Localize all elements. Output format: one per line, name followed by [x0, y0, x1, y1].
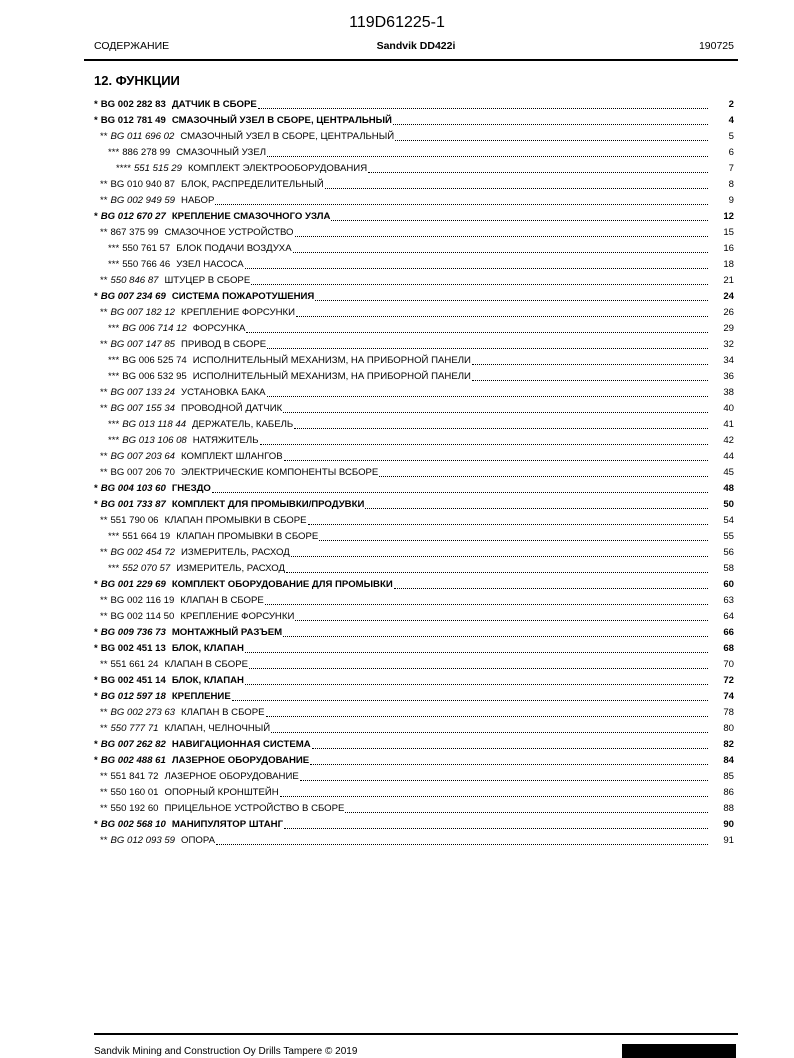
toc-page-number: 21: [723, 275, 734, 286]
toc-title: УЗЕЛ НАСОСА: [176, 259, 244, 270]
toc-level-marker: **: [100, 707, 108, 718]
toc-page-number: 24: [723, 291, 734, 302]
toc-title: ОПОРА: [181, 835, 215, 846]
toc-level-marker: ***: [108, 531, 120, 542]
toc-entry[interactable]: [94, 641, 738, 657]
toc-part-number: BG 006 525 74: [122, 355, 187, 366]
toc-title: КРЕПЛЕНИЕ СМАЗОЧНОГО УЗЛА: [171, 211, 331, 222]
toc-level-marker: **: [100, 659, 108, 670]
toc-leader-dots: [394, 587, 708, 589]
toc-level-marker: **: [100, 595, 108, 606]
toc-page-number: 16: [723, 243, 734, 254]
toc-part-number: 550 192 60: [110, 803, 159, 814]
header-section-label: СОДЕРЖАНИЕ: [94, 40, 170, 52]
document-number: 119D61225-1: [349, 14, 445, 31]
toc-entry[interactable]: [94, 609, 738, 625]
toc-level-marker: *: [94, 755, 98, 766]
header-model-name: Sandvik DD422i: [376, 40, 456, 52]
toc-level-marker: **: [100, 771, 108, 782]
toc-title: ПРИЦЕЛЬНОЕ УСТРОЙСТВО В СБОРЕ: [164, 803, 345, 814]
toc-level-marker: *: [94, 675, 98, 686]
toc-page-number: 74: [723, 691, 734, 702]
table-of-contents: [94, 97, 738, 849]
toc-page-number: 88: [723, 803, 734, 814]
toc-entry[interactable]: [94, 97, 738, 113]
toc-title: КОМПЛЕКТ ОБОРУДОВАНИЕ ДЛЯ ПРОМЫВКИ: [171, 579, 393, 590]
toc-part-number: BG 007 182 12: [110, 307, 176, 318]
toc-level-marker: *: [94, 291, 98, 302]
toc-entry[interactable]: [94, 817, 738, 833]
toc-part-number: 550 761 57: [122, 243, 171, 254]
toc-title: СИСТЕМА ПОЖАРОТУШЕНИЯ: [171, 291, 315, 302]
toc-part-number: 550 846 87: [110, 275, 159, 286]
toc-leader-dots: [245, 683, 708, 685]
toc-part-number: BG 004 103 60: [100, 483, 166, 494]
toc-title: ИЗМЕРИТЕЛЬ, РАСХОД: [181, 547, 290, 558]
toc-entry[interactable]: [94, 497, 738, 513]
footer-copyright: Sandvik Mining and Construction Oy Drills Tampere © 2019: [94, 1046, 358, 1057]
toc-entry[interactable]: [94, 769, 738, 785]
toc-part-number: BG 009 736 73: [100, 627, 166, 638]
toc-title: КРЕПЛЕНИЕ: [171, 691, 231, 702]
toc-leader-dots: [212, 491, 708, 493]
toc-part-number: BG 011 696 02: [110, 131, 175, 142]
toc-entry[interactable]: [94, 401, 738, 417]
toc-title: БЛОК, РАСПРЕДЕЛИТЕЛЬНЫЙ: [181, 179, 324, 190]
toc-title: КЛАПАН ПРОМЫВКИ В СБОРЕ: [164, 515, 307, 526]
toc-part-number: 886 278 99: [122, 147, 171, 158]
toc-leader-dots: [393, 123, 708, 125]
toc-entry[interactable]: [94, 241, 738, 257]
toc-part-number: 550 777 71: [110, 723, 159, 734]
toc-entry[interactable]: [94, 225, 738, 241]
toc-level-marker: *: [94, 643, 98, 654]
toc-level-marker: ***: [108, 259, 120, 270]
toc-leader-dots: [472, 379, 708, 381]
toc-page-number: 18: [723, 259, 734, 270]
toc-entry[interactable]: [94, 625, 738, 641]
toc-entry[interactable]: [94, 833, 738, 849]
toc-title: ШТУЦЕР В СБОРЕ: [164, 275, 251, 286]
toc-part-number: BG 010 940 87: [110, 179, 176, 190]
toc-title: НАВИГАЦИОННАЯ СИСТЕМА: [171, 739, 311, 750]
toc-level-marker: **: [100, 227, 108, 238]
toc-leader-dots: [286, 571, 708, 573]
toc-leader-dots: [365, 507, 708, 509]
toc-entry[interactable]: [94, 161, 738, 177]
toc-leader-dots: [284, 459, 708, 461]
toc-title: ОПОРНЫЙ КРОНШТЕЙН: [164, 787, 279, 798]
toc-title: КЛАПАН В СБОРЕ: [181, 707, 265, 718]
toc-page-number: 50: [723, 499, 734, 510]
toc-entry[interactable]: [94, 353, 738, 369]
toc-entry[interactable]: [94, 721, 738, 737]
toc-level-marker: **: [100, 835, 108, 846]
toc-entry[interactable]: [94, 321, 738, 337]
toc-level-marker: ***: [108, 419, 120, 430]
toc-part-number: BG 012 781 49: [100, 115, 166, 126]
toc-leader-dots: [267, 347, 708, 349]
toc-title: КРЕПЛЕНИЕ ФОРСУНКИ: [180, 611, 295, 622]
toc-title: НАБОР: [181, 195, 215, 206]
toc-page-number: 15: [723, 227, 734, 238]
toc-level-marker: **: [100, 195, 108, 206]
toc-title: КЛАПАН ПРОМЫВКИ В СБОРЕ: [176, 531, 319, 542]
toc-entry[interactable]: [94, 705, 738, 721]
toc-title: СМАЗОЧНОЕ УСТРОЙСТВО: [164, 227, 294, 238]
toc-title: ИЗМЕРИТЕЛЬ, РАСХОД: [176, 563, 285, 574]
sandvik-logo: [622, 1044, 736, 1058]
toc-page-number: 32: [723, 339, 734, 350]
toc-page-number: 44: [723, 451, 734, 462]
header-revision: 190725: [698, 40, 734, 52]
toc-page-number: 64: [723, 611, 734, 622]
toc-part-number: 551 661 24: [110, 659, 159, 670]
toc-title: СМАЗОЧНЫЙ УЗЕЛ: [176, 147, 267, 158]
toc-page-number: 86: [723, 787, 734, 798]
toc-level-marker: *: [94, 627, 98, 638]
toc-level-marker: ****: [116, 163, 131, 174]
toc-title: ЛАЗЕРНОЕ ОБОРУДОВАНИЕ: [171, 755, 310, 766]
toc-title: НАТЯЖИТЕЛЬ: [192, 435, 259, 446]
toc-entry[interactable]: [94, 337, 738, 353]
toc-page-number: 91: [723, 835, 734, 846]
toc-entry[interactable]: [94, 529, 738, 545]
toc-level-marker: *: [94, 99, 98, 110]
toc-part-number: BG 002 949 59: [110, 195, 176, 206]
toc-part-number: BG 002 454 72: [110, 547, 176, 558]
toc-title: УСТАНОВКА БАКА: [181, 387, 266, 398]
toc-part-number: BG 013 106 08: [122, 435, 187, 446]
toc-level-marker: **: [100, 787, 108, 798]
toc-level-marker: **: [100, 467, 108, 478]
toc-level-marker: ***: [108, 323, 120, 334]
toc-leader-dots: [280, 795, 708, 797]
toc-leader-dots: [379, 475, 708, 477]
toc-title: КЛАПАН В СБОРЕ: [164, 659, 248, 670]
toc-level-marker: **: [100, 547, 108, 558]
toc-page-number: 42: [723, 435, 734, 446]
toc-page-number: 54: [723, 515, 734, 526]
toc-title: МОНТАЖНЫЙ РАЗЪЕМ: [171, 627, 283, 638]
toc-leader-dots: [300, 779, 708, 781]
toc-level-marker: *: [94, 483, 98, 494]
toc-leader-dots: [258, 107, 708, 109]
toc-level-marker: **: [100, 403, 108, 414]
toc-page-number: 12: [723, 211, 734, 222]
toc-entry[interactable]: [94, 689, 738, 705]
toc-entry[interactable]: [94, 113, 738, 129]
toc-entry[interactable]: [94, 481, 738, 497]
toc-page-number: 2: [728, 99, 734, 110]
toc-part-number: BG 012 670 27: [100, 211, 166, 222]
toc-title: БЛОК, КЛАПАН: [171, 643, 244, 654]
toc-title: ЭЛЕКТРИЧЕСКИЕ КОМПОНЕНТЫ ВСБОРЕ: [181, 467, 379, 478]
toc-part-number: BG 002 282 83: [100, 99, 166, 110]
toc-leader-dots: [266, 715, 708, 717]
toc-title: ДЕРЖАТЕЛЬ, КАБЕЛЬ: [192, 419, 294, 430]
toc-level-marker: **: [100, 275, 108, 286]
toc-level-marker: ***: [108, 435, 120, 446]
toc-page-number: 80: [723, 723, 734, 734]
toc-level-marker: **: [100, 179, 108, 190]
toc-part-number: 552 070 57: [122, 563, 171, 574]
toc-part-number: BG 013 118 44: [122, 419, 187, 430]
toc-level-marker: **: [100, 339, 108, 350]
toc-entry[interactable]: [94, 145, 738, 161]
toc-level-marker: *: [94, 739, 98, 750]
toc-level-marker: ***: [108, 355, 120, 366]
toc-page-number: 41: [723, 419, 734, 430]
toc-page-number: 55: [723, 531, 734, 542]
toc-level-marker: **: [100, 803, 108, 814]
toc-page-number: 70: [723, 659, 734, 670]
toc-page-number: 84: [723, 755, 734, 766]
toc-leader-dots: [283, 411, 708, 413]
toc-entry[interactable]: [94, 433, 738, 449]
toc-leader-dots: [295, 235, 709, 237]
toc-part-number: 550 160 01: [110, 787, 159, 798]
toc-page-number: 7: [728, 163, 734, 174]
toc-entry[interactable]: [94, 449, 738, 465]
toc-title: ИСПОЛНИТЕЛЬНЫЙ МЕХАНИЗМ, НА ПРИБОРНОЙ ПАНЕЛИ: [192, 371, 471, 382]
toc-part-number: 551 664 19: [122, 531, 171, 542]
toc-level-marker: **: [100, 611, 108, 622]
toc-page-number: 66: [723, 627, 734, 638]
toc-level-marker: **: [100, 131, 108, 142]
toc-part-number: 551 790 06: [110, 515, 159, 526]
toc-leader-dots: [310, 763, 708, 765]
toc-entry[interactable]: [94, 785, 738, 801]
toc-page-number: 5: [728, 131, 734, 142]
toc-part-number: BG 007 147 85: [110, 339, 176, 350]
toc-title: КОМПЛЕКТ ШЛАНГОВ: [181, 451, 283, 462]
toc-part-number: 551 515 29: [133, 163, 182, 174]
toc-page-number: 8: [728, 179, 734, 190]
toc-leader-dots: [368, 171, 708, 173]
toc-part-number: 550 766 46: [122, 259, 171, 270]
toc-entry[interactable]: [94, 561, 738, 577]
toc-leader-dots: [294, 427, 708, 429]
toc-level-marker: ***: [108, 371, 120, 382]
toc-leader-dots: [245, 267, 708, 269]
toc-entry[interactable]: [94, 305, 738, 321]
toc-leader-dots: [265, 603, 708, 605]
toc-title: МАНИПУЛЯТОР ШТАНГ: [171, 819, 284, 830]
toc-title: КОМПЛЕКТ ЭЛЕКТРООБОРУДОВАНИЯ: [187, 163, 368, 174]
toc-part-number: BG 007 133 24: [110, 387, 176, 398]
toc-entry[interactable]: [94, 801, 738, 817]
toc-leader-dots: [291, 555, 708, 557]
toc-part-number: BG 007 234 69: [100, 291, 166, 302]
toc-entry[interactable]: [94, 753, 738, 769]
toc-entry[interactable]: [94, 193, 738, 209]
toc-part-number: BG 007 206 70: [110, 467, 176, 478]
toc-title: ПРОВОДНОЙ ДАТЧИК: [181, 403, 283, 414]
toc-part-number: BG 002 116 19: [110, 595, 175, 606]
toc-page-number: 78: [723, 707, 734, 718]
toc-level-marker: **: [100, 307, 108, 318]
toc-leader-dots: [295, 619, 708, 621]
toc-part-number: BG 006 532 95: [122, 371, 187, 382]
toc-level-marker: **: [100, 387, 108, 398]
toc-title: ДАТЧИК В СБОРЕ: [171, 99, 257, 110]
toc-level-marker: *: [94, 499, 98, 510]
toc-page-number: 72: [723, 675, 734, 686]
toc-entry[interactable]: [94, 209, 738, 225]
toc-leader-dots: [249, 667, 708, 669]
toc-entry[interactable]: [94, 513, 738, 529]
toc-leader-dots: [216, 843, 708, 845]
toc-page-number: 6: [728, 147, 734, 158]
toc-leader-dots: [215, 203, 708, 205]
toc-leader-dots: [245, 651, 708, 653]
toc-entry[interactable]: [94, 657, 738, 673]
toc-page-number: 60: [723, 579, 734, 590]
toc-page-number: 48: [723, 483, 734, 494]
toc-part-number: BG 001 229 69: [100, 579, 166, 590]
toc-part-number: BG 002 273 63: [110, 707, 176, 718]
toc-part-number: BG 002 488 61: [100, 755, 166, 766]
toc-page-number: 36: [723, 371, 734, 382]
toc-page-number: 9: [728, 195, 734, 206]
toc-page-number: 29: [723, 323, 734, 334]
toc-title: ПРИВОД В СБОРЕ: [181, 339, 267, 350]
toc-level-marker: *: [94, 691, 98, 702]
toc-level-marker: *: [94, 211, 98, 222]
toc-title: КЛАПАН В СБОРЕ: [180, 595, 264, 606]
toc-title: БЛОК, КЛАПАН: [171, 675, 244, 686]
toc-leader-dots: [315, 299, 708, 301]
toc-level-marker: **: [100, 451, 108, 462]
toc-part-number: BG 001 733 87: [100, 499, 166, 510]
toc-page-number: 56: [723, 547, 734, 558]
toc-page-number: 45: [723, 467, 734, 478]
toc-title: ФОРСУНКА: [192, 323, 246, 334]
toc-level-marker: *: [94, 115, 98, 126]
toc-title: ЛАЗЕРНОЕ ОБОРУДОВАНИЕ: [164, 771, 299, 782]
toc-part-number: BG 007 155 34: [110, 403, 176, 414]
toc-title: СМАЗОЧНЫЙ УЗЕЛ В СБОРЕ, ЦЕНТРАЛЬНЫЙ: [171, 115, 392, 126]
toc-leader-dots: [319, 539, 708, 541]
toc-level-marker: ***: [108, 563, 120, 574]
toc-page-number: 38: [723, 387, 734, 398]
toc-part-number: BG 006 714 12: [122, 323, 187, 334]
footer-divider: [94, 1033, 738, 1035]
toc-leader-dots: [267, 155, 708, 157]
toc-page-number: 4: [728, 115, 734, 126]
toc-level-marker: *: [94, 819, 98, 830]
toc-part-number: BG 002 451 13: [100, 643, 166, 654]
toc-title: БЛОК ПОДАЧИ ВОЗДУХА: [176, 243, 292, 254]
toc-leader-dots: [232, 699, 708, 701]
toc-part-number: BG 002 114 50: [110, 611, 175, 622]
toc-leader-dots: [331, 219, 708, 221]
toc-page-number: 85: [723, 771, 734, 782]
toc-page-number: 26: [723, 307, 734, 318]
toc-entry[interactable]: [94, 257, 738, 273]
toc-title: ИСПОЛНИТЕЛЬНЫЙ МЕХАНИЗМ, НА ПРИБОРНОЙ ПАНЕЛИ: [192, 355, 471, 366]
toc-entry[interactable]: [94, 593, 738, 609]
toc-part-number: BG 007 203 64: [110, 451, 176, 462]
toc-leader-dots: [472, 363, 708, 365]
toc-leader-dots: [267, 395, 708, 397]
toc-part-number: 551 841 72: [110, 771, 159, 782]
toc-title: КОМПЛЕКТ ДЛЯ ПРОМЫВКИ/ПРОДУВКИ: [171, 499, 365, 510]
toc-part-number: BG 002 568 10: [100, 819, 166, 830]
toc-leader-dots: [246, 331, 708, 333]
toc-part-number: BG 002 451 14: [100, 675, 166, 686]
toc-leader-dots: [296, 315, 708, 317]
section-title: 12. ФУНКЦИИ: [94, 73, 180, 88]
toc-title: КРЕПЛЕНИЕ ФОРСУНКИ: [181, 307, 296, 318]
toc-leader-dots: [293, 251, 708, 253]
toc-entry[interactable]: [94, 129, 738, 145]
toc-entry[interactable]: [94, 273, 738, 289]
toc-part-number: 867 375 99: [110, 227, 159, 238]
toc-entry[interactable]: [94, 737, 738, 753]
toc-leader-dots: [325, 187, 708, 189]
toc-leader-dots: [308, 523, 708, 525]
toc-title: СМАЗОЧНЫЙ УЗЕЛ В СБОРЕ, ЦЕНТРАЛЬНЫЙ: [180, 131, 395, 142]
toc-entry[interactable]: [94, 465, 738, 481]
toc-leader-dots: [284, 827, 708, 829]
toc-entry[interactable]: [94, 545, 738, 561]
toc-part-number: BG 012 093 59: [110, 835, 176, 846]
toc-leader-dots: [271, 731, 708, 733]
toc-entry[interactable]: [94, 177, 738, 193]
toc-entry[interactable]: [94, 385, 738, 401]
toc-page-number: 63: [723, 595, 734, 606]
toc-page-number: 58: [723, 563, 734, 574]
toc-leader-dots: [345, 811, 708, 813]
toc-page-number: 40: [723, 403, 734, 414]
toc-entry[interactable]: [94, 417, 738, 433]
toc-entry[interactable]: [94, 289, 738, 305]
toc-leader-dots: [283, 635, 708, 637]
toc-leader-dots: [251, 283, 708, 285]
toc-entry[interactable]: [94, 577, 738, 593]
toc-entry[interactable]: [94, 369, 738, 385]
toc-part-number: BG 007 262 82: [100, 739, 166, 750]
header-divider: [84, 59, 738, 61]
toc-entry[interactable]: [94, 673, 738, 689]
toc-level-marker: ***: [108, 147, 120, 158]
page-header: [94, 40, 738, 54]
toc-leader-dots: [395, 139, 708, 141]
toc-level-marker: **: [100, 515, 108, 526]
toc-level-marker: ***: [108, 243, 120, 254]
toc-page-number: 68: [723, 643, 734, 654]
toc-level-marker: *: [94, 579, 98, 590]
toc-leader-dots: [312, 747, 708, 749]
toc-page-number: 34: [723, 355, 734, 366]
toc-title: ГНЕЗДО: [171, 483, 211, 494]
toc-leader-dots: [260, 443, 708, 445]
toc-page-number: 82: [723, 739, 734, 750]
toc-level-marker: **: [100, 723, 108, 734]
toc-page-number: 90: [723, 819, 734, 830]
toc-title: КЛАПАН, ЧЕЛНОЧНЫЙ: [164, 723, 271, 734]
toc-part-number: BG 012 597 18: [100, 691, 166, 702]
